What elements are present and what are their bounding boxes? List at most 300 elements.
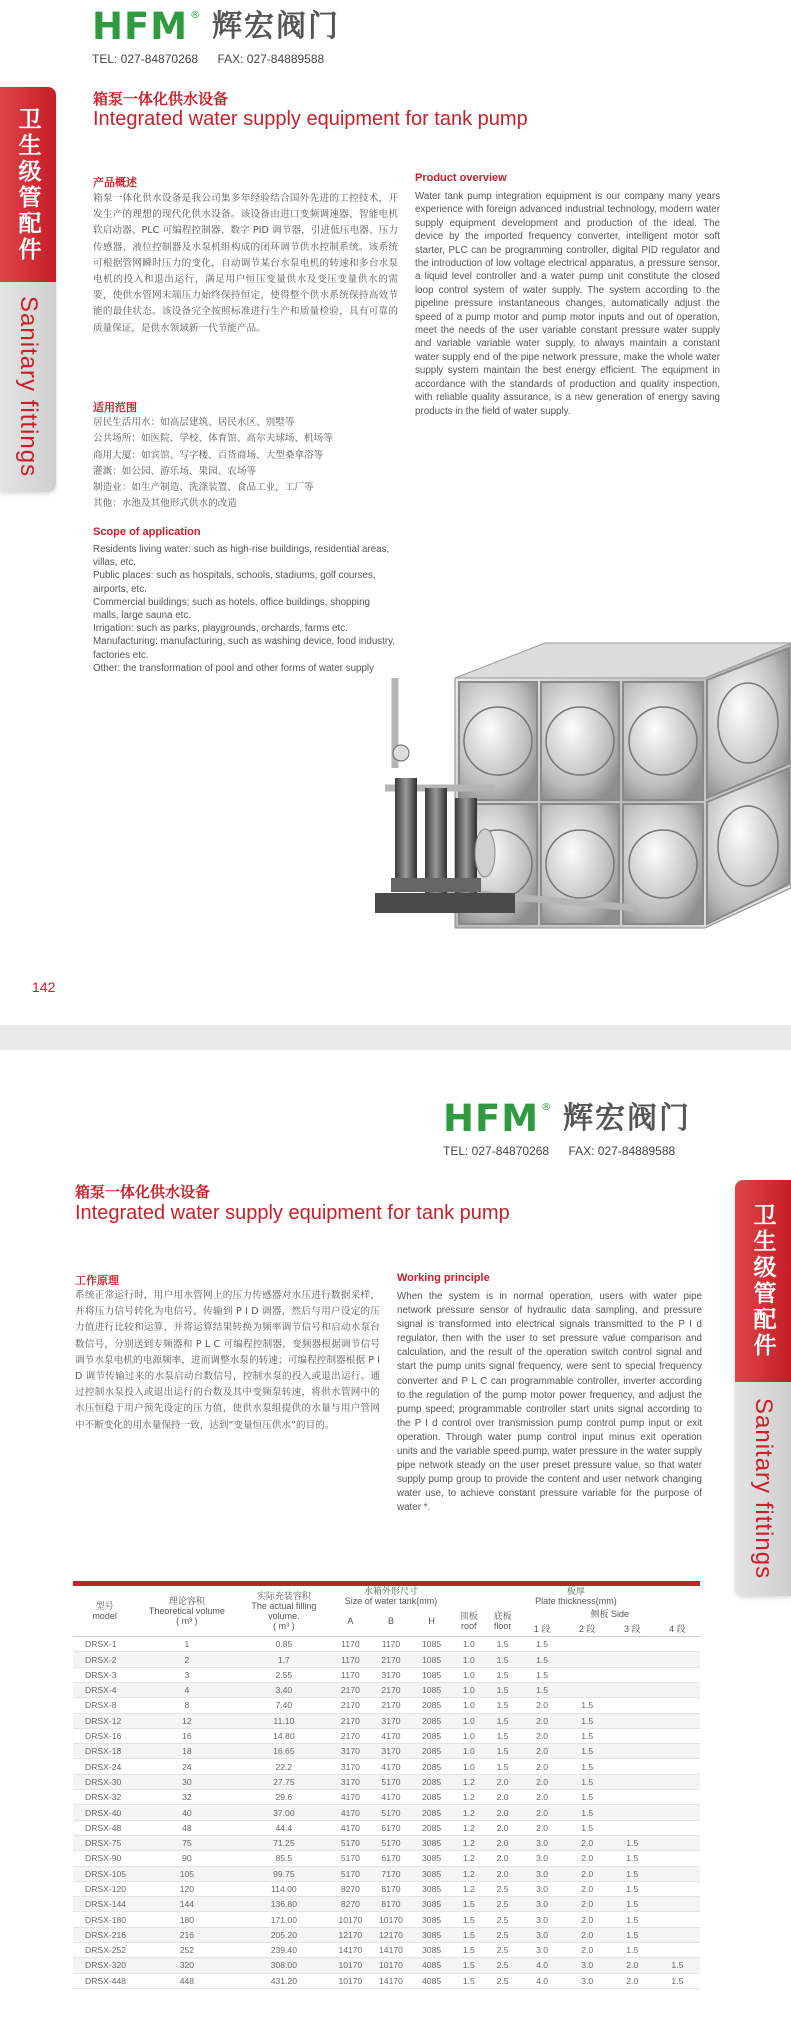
cell-filling: 44.4 xyxy=(275,1822,293,1833)
cell-h: 2085 xyxy=(422,1700,442,1711)
cell-roof: 1.0 xyxy=(462,1715,475,1726)
cell-model: DRSX-30 xyxy=(85,1776,122,1787)
cell-theoretical: 8 xyxy=(184,1700,190,1711)
cell-floor: 2.5 xyxy=(496,1883,509,1894)
cell-side2: 2.0 xyxy=(581,1914,594,1925)
cell-filling: 114.00 xyxy=(271,1883,297,1894)
cell-side3 xyxy=(610,1682,655,1697)
cell-side4 xyxy=(655,1713,700,1728)
table-row xyxy=(73,1744,700,1759)
cell-filling: 308.00 xyxy=(270,1960,297,1971)
cell-model: DRSX-105 xyxy=(85,1868,127,1879)
cell-floor: 1.5 xyxy=(496,1639,509,1650)
cell-b: 3170 xyxy=(381,1669,401,1680)
list-item: Irrigation: such as parks, playgrounds, orchards, farms etc. xyxy=(93,623,348,635)
cell-h: 1085 xyxy=(422,1654,442,1665)
col-plate-en: Plate thickness(mm) xyxy=(535,1596,617,1606)
cell-floor: 2.0 xyxy=(496,1853,509,1864)
cell-theoretical: 16 xyxy=(182,1731,192,1742)
cell-a: 14170 xyxy=(338,1945,363,1956)
cell-side4 xyxy=(655,1637,700,1652)
cell-side3 xyxy=(610,1713,655,1728)
spec-table-body xyxy=(73,1637,700,1989)
col-floor-cn: 底板 xyxy=(493,1611,512,1622)
spec-table xyxy=(73,1581,700,1989)
list-item: Commercial buildings; such as hotels, office buildings, shopping malls, large sauna etc. xyxy=(93,596,371,622)
cell-b: 5170 xyxy=(381,1776,401,1787)
cell-side2: 2.0 xyxy=(581,1883,594,1894)
cell-filling: 27.75 xyxy=(273,1776,295,1787)
cell-side3 xyxy=(610,1820,655,1835)
cell-h: 2085 xyxy=(422,1731,442,1742)
principle-heading-en: Working principle xyxy=(397,1272,490,1284)
cell-side2: 1.5 xyxy=(581,1731,594,1742)
table-row xyxy=(73,1667,700,1682)
cell-roof: 1.2 xyxy=(462,1838,475,1849)
cell-filling: 71.25 xyxy=(273,1838,295,1849)
logo-hfm-text: HFM xyxy=(443,1097,540,1140)
cell-model: DRSX-48 xyxy=(85,1822,122,1833)
cell-theoretical: 75 xyxy=(182,1838,192,1849)
product-photo-tank-pump xyxy=(375,638,791,938)
registered-mark: ® xyxy=(541,1102,552,1113)
cell-filling: 171.00 xyxy=(270,1914,297,1925)
cell-side2: 2.0 xyxy=(581,1945,594,1956)
cell-h: 2085 xyxy=(422,1746,442,1757)
cell-roof: 1.0 xyxy=(462,1731,475,1742)
cell-filling: 22.2 xyxy=(275,1761,293,1772)
table-row xyxy=(73,1637,700,1652)
cell-theoretical: 48 xyxy=(182,1822,192,1833)
cell-model: DRSX-180 xyxy=(85,1914,127,1925)
logo-chinese-text: 辉宏阀门 xyxy=(212,9,341,44)
cell-h: 4085 xyxy=(422,1975,442,1986)
table-row xyxy=(73,1774,700,1789)
cell-a: 10170 xyxy=(338,1975,363,1986)
tab-label-en: Sanitary fittings xyxy=(15,296,42,478)
cell-side2: 2.0 xyxy=(581,1838,594,1849)
cell-b: 14170 xyxy=(379,1975,403,1986)
cell-side3 xyxy=(610,1774,655,1789)
cell-floor: 1.5 xyxy=(496,1700,509,1711)
col-model-en: model xyxy=(92,1611,117,1622)
cell-floor: 2.5 xyxy=(496,1914,509,1925)
cell-floor: 2.5 xyxy=(496,1960,509,1971)
cell-roof: 1.5 xyxy=(462,1914,475,1925)
side-category-tab xyxy=(735,1180,791,1596)
cell-model: DRSX-24 xyxy=(85,1761,122,1772)
table-row xyxy=(73,1881,700,1896)
cell-side1: 2.0 xyxy=(536,1792,549,1803)
cell-a: 10170 xyxy=(338,1960,363,1971)
cell-side1: 1.5 xyxy=(536,1669,549,1680)
cell-a: 4170 xyxy=(340,1807,360,1818)
col-b: B xyxy=(387,1616,394,1627)
cell-side2: 3.0 xyxy=(581,1960,594,1971)
tel-number: TEL: 027-84870268 xyxy=(443,1144,550,1158)
cell-side4 xyxy=(655,1943,700,1958)
tel-number: TEL: 027-84870268 xyxy=(92,52,199,66)
brand-logo xyxy=(443,1097,692,1140)
cell-a: 2170 xyxy=(340,1685,360,1696)
cell-side4: 1.5 xyxy=(671,1960,684,1971)
cell-a: 2170 xyxy=(340,1700,360,1711)
cell-model: DRSX-320 xyxy=(85,1960,127,1971)
cell-side1: 2.0 xyxy=(536,1776,549,1787)
cell-side1: 2.0 xyxy=(536,1807,549,1818)
cell-side2: 1.5 xyxy=(581,1822,594,1833)
cell-theoretical: 3 xyxy=(184,1669,190,1680)
cell-model: DRSX-40 xyxy=(85,1807,122,1818)
cell-floor: 2.0 xyxy=(496,1776,509,1787)
col-side-1: 1 段 xyxy=(533,1623,551,1634)
table-row xyxy=(73,1713,700,1728)
cell-b: 10170 xyxy=(379,1960,403,1971)
cell-roof: 1.2 xyxy=(462,1883,475,1894)
cell-side4 xyxy=(655,1881,700,1896)
cell-h: 3085 xyxy=(422,1899,442,1910)
table-row xyxy=(73,1851,700,1866)
table-row xyxy=(73,1790,700,1805)
cell-filling: 3.40 xyxy=(275,1685,293,1696)
cell-side2: 1.5 xyxy=(581,1792,594,1803)
cell-a: 3170 xyxy=(340,1746,360,1757)
cell-floor: 2.0 xyxy=(496,1838,509,1849)
cell-filling: 2.55 xyxy=(275,1669,293,1680)
cell-side2 xyxy=(565,1637,610,1652)
cell-filling: 85.5 xyxy=(275,1853,293,1864)
cell-side2 xyxy=(565,1652,610,1667)
table-row xyxy=(73,1805,700,1820)
cell-a: 5170 xyxy=(340,1853,360,1864)
cell-a: 5170 xyxy=(340,1868,360,1879)
cell-side4 xyxy=(655,1820,700,1835)
scope-heading-cn: 适用范围 xyxy=(93,401,137,414)
cell-side1: 4.0 xyxy=(536,1960,549,1971)
cell-b: 6170 xyxy=(381,1853,401,1864)
cell-floor: 1.5 xyxy=(496,1715,509,1726)
cell-side1: 2.0 xyxy=(536,1715,549,1726)
cell-roof: 1.2 xyxy=(462,1776,475,1787)
cell-side4 xyxy=(655,1912,700,1927)
fax-number: FAX: 027-84889588 xyxy=(568,1144,676,1158)
cell-a: 12170 xyxy=(338,1929,363,1940)
cell-h: 3085 xyxy=(422,1945,442,1956)
cell-b: 6170 xyxy=(381,1822,401,1833)
cell-side1: 1.5 xyxy=(536,1639,549,1650)
table-row xyxy=(73,1912,700,1927)
contact-info xyxy=(92,52,324,66)
cell-roof: 1.2 xyxy=(462,1822,475,1833)
cell-model: DRSX-8 xyxy=(85,1700,117,1711)
cell-theoretical: 252 xyxy=(179,1945,195,1956)
cell-model: DRSX-448 xyxy=(85,1975,127,1986)
cell-a: 3170 xyxy=(340,1776,360,1787)
table-row xyxy=(73,1943,700,1958)
cell-side3: 1.5 xyxy=(626,1914,639,1925)
cell-side3: 1.5 xyxy=(626,1853,639,1864)
cell-b: 10170 xyxy=(379,1914,403,1925)
cell-side2: 2.0 xyxy=(581,1929,594,1940)
cell-model: DRSX-120 xyxy=(85,1883,127,1894)
cell-roof: 1.0 xyxy=(462,1654,475,1665)
cell-floor: 2.0 xyxy=(496,1822,509,1833)
cell-a: 1170 xyxy=(341,1639,360,1650)
cell-b: 4170 xyxy=(381,1761,401,1772)
cell-h: 2085 xyxy=(422,1776,442,1787)
list-item: Manufacturing: manufacturing, such as washing device, food industry, factories etc. xyxy=(93,636,396,661)
cell-h: 4085 xyxy=(422,1960,442,1971)
cell-model: DRSX-90 xyxy=(85,1853,122,1864)
list-item: 公共场所：如医院、学校、体育馆、高尔夫球场、机场等 xyxy=(93,433,333,445)
cell-b: 4170 xyxy=(381,1792,401,1803)
tab-label-cn: 卫生级管配件 xyxy=(14,106,41,263)
table-row xyxy=(73,1820,700,1835)
cell-side2: 2.0 xyxy=(581,1868,594,1879)
overview-heading-cn: 产品概述 xyxy=(93,176,137,189)
cell-model: DRSX-3 xyxy=(85,1669,117,1680)
overview-text-cn: 箱泵一体化供水设备是我公司集多年经验结合国外先进的工控技术，开发生产的理想的现代化供水设备。该设备由进口变频调速器、智能电机软启动器、PLC 可编程控制器、数字 PID 调节器，引进低压电器、压力传感器、液位控制器及水泵机组构成的闭环调节供水控制系统。该系统可根据管网瞬时压力的变化，自动调节某台水泵电机的转速和多台水泵电机的投入和退出运行，满足用户恒压变量供水及变压变量供水的需要，使供水管网末端压力始终保持恒定，使得整个供水系统保持高效节能的最佳状态。该设备完全按照标准进行生产和质量检验，具有可靠的质量保证，是供水领域新一代节能产品。 xyxy=(93,193,398,334)
cell-b: 3170 xyxy=(381,1746,401,1757)
col-theoretical-unit: ( m³ ) xyxy=(176,1616,198,1627)
cell-side3 xyxy=(610,1637,655,1652)
cell-filling: 11.10 xyxy=(273,1715,295,1726)
cell-floor: 2.0 xyxy=(496,1868,509,1879)
col-side-4: 4 段 xyxy=(669,1623,686,1634)
cell-b: 4170 xyxy=(381,1731,401,1742)
cell-roof: 1.0 xyxy=(462,1700,475,1711)
cell-side4 xyxy=(655,1835,700,1850)
cell-theoretical: 40 xyxy=(182,1807,192,1818)
table-row xyxy=(73,1682,700,1697)
cell-b: 1170 xyxy=(381,1639,401,1650)
cell-h: 3085 xyxy=(422,1838,442,1849)
cell-theoretical: 32 xyxy=(182,1792,192,1803)
cell-h: 2085 xyxy=(422,1715,442,1726)
table-row xyxy=(73,1759,700,1774)
cell-side1: 3.0 xyxy=(536,1899,549,1910)
cell-side4 xyxy=(655,1728,700,1743)
cell-roof: 1.5 xyxy=(462,1899,475,1910)
logo-chinese-text: 辉宏阀门 xyxy=(563,1101,692,1136)
cell-floor: 2.5 xyxy=(496,1929,509,1940)
cell-a: 4170 xyxy=(340,1792,360,1803)
list-item: Residents living water: such as high-rise buildings, residential areas, villas, etc. xyxy=(93,544,390,569)
cell-theoretical: 90 xyxy=(182,1853,192,1864)
cell-theoretical: 2 xyxy=(184,1654,190,1665)
cell-theoretical: 216 xyxy=(179,1929,195,1940)
col-filling-en: The actual filling volume. xyxy=(251,1601,317,1622)
cell-filling: 99.75 xyxy=(273,1868,295,1879)
cell-filling: 1.7 xyxy=(277,1654,290,1665)
cell-b: 7170 xyxy=(381,1868,401,1879)
col-filling-unit: ( m³ ) xyxy=(273,1621,295,1632)
cell-filling: 0.85 xyxy=(275,1639,293,1650)
col-h: H xyxy=(428,1616,435,1627)
cell-theoretical: 144 xyxy=(179,1899,195,1910)
cell-side4: 1.5 xyxy=(671,1975,684,1986)
cell-side2: 1.5 xyxy=(581,1776,594,1787)
cell-model: DRSX-144 xyxy=(85,1899,127,1910)
col-size-en: Size of water tank(mm) xyxy=(344,1596,438,1606)
table-header-row xyxy=(73,1584,700,1607)
cell-filling: 136.80 xyxy=(270,1899,297,1910)
cell-model: DRSX-252 xyxy=(85,1945,127,1956)
cell-side2: 1.5 xyxy=(581,1761,594,1772)
cell-side2: 1.5 xyxy=(581,1700,594,1711)
cell-roof: 1.5 xyxy=(462,1945,475,1956)
cell-theoretical: 4 xyxy=(184,1685,190,1696)
cell-model: DRSX-16 xyxy=(85,1731,122,1742)
col-a: A xyxy=(347,1616,354,1627)
cell-theoretical: 448 xyxy=(179,1975,195,1986)
cell-a: 8270 xyxy=(340,1883,360,1894)
cell-side3 xyxy=(610,1698,655,1713)
cell-filling: 239.40 xyxy=(270,1945,297,1956)
cell-side1: 2.0 xyxy=(536,1761,549,1772)
cell-b: 2170 xyxy=(381,1700,401,1711)
cell-b: 12170 xyxy=(379,1929,403,1940)
scope-list-en xyxy=(93,543,398,675)
cell-floor: 1.5 xyxy=(496,1685,509,1696)
cell-h: 3085 xyxy=(422,1853,442,1864)
table-row xyxy=(73,1958,700,1973)
scope-list-cn xyxy=(93,415,403,513)
cell-side1: 2.0 xyxy=(536,1822,549,1833)
cell-filling: 29.6 xyxy=(275,1792,293,1803)
cell-side1: 3.0 xyxy=(536,1838,549,1849)
list-item: 其他：水池及其他形式供水的改造 xyxy=(93,498,237,510)
cell-side3: 1.5 xyxy=(626,1899,639,1910)
cell-h: 3085 xyxy=(422,1883,442,1894)
cell-h: 2085 xyxy=(422,1822,442,1833)
cell-floor: 2.0 xyxy=(496,1792,509,1803)
cell-side1: 2.0 xyxy=(536,1746,549,1757)
product-title-en: Integrated water supply equipment for tank pump xyxy=(93,108,528,130)
cell-a: 2170 xyxy=(340,1715,360,1726)
cell-side4 xyxy=(655,1744,700,1759)
col-theoretical-en: Theoretical volume xyxy=(148,1606,225,1617)
cell-side1: 3.0 xyxy=(536,1914,549,1925)
cell-floor: 1.5 xyxy=(496,1746,509,1757)
list-item: Public places: such as hospitals, schools, stadiums, golf courses, airports, etc. xyxy=(93,570,376,595)
cell-side4 xyxy=(655,1759,700,1774)
logo-hfm-text: HFM xyxy=(92,5,189,48)
principle-text-en: When the system is in normal operation, users with water pipe network pressure sensor of hydraulic data sampling, and pressure signal is transformed into electrical signals transmitted to the P I d regulator, then with the user to set pressure value comparison and calculation, and the result of the operation switch control signal and start the pump units signal frequency, were sent to special frequency converter and P L C can programmable controller, inverter according to the regulation of the pump motor power frequency, and adjust the pump speed; programmable controller start units signal according to the P I d control over transmission pump control pump input or exit operation. Through water pump control input minus exit operation units and the variable speed pump, water pressure in the water supply pipe network steady on the user preset pressure value, so that water supply pump group to provide the content and user network changing water use, to achieve constant pressure variable for the purpose of water *. xyxy=(397,1291,702,1514)
cell-filling: 37.00 xyxy=(273,1807,295,1818)
cell-side3 xyxy=(610,1652,655,1667)
list-item: 商用大厦：如宾馆、写字楼、百货商场、大型桑拿浴等 xyxy=(93,449,324,461)
col-model-cn: 型号 xyxy=(95,1601,114,1612)
cell-side4 xyxy=(655,1652,700,1667)
cell-roof: 1.2 xyxy=(462,1853,475,1864)
cell-side1: 3.0 xyxy=(536,1868,549,1879)
table-row xyxy=(73,1897,700,1912)
tab-label-cn: 卫生级管配件 xyxy=(749,1203,776,1359)
cell-b: 8170 xyxy=(381,1899,401,1910)
cell-a: 4170 xyxy=(340,1822,360,1833)
cell-floor: 2.5 xyxy=(496,1945,509,1956)
cell-floor: 1.5 xyxy=(496,1654,509,1665)
table-row xyxy=(73,1835,700,1850)
scope-heading-en: Scope of application xyxy=(93,526,201,538)
table-row xyxy=(73,1728,700,1743)
cell-floor: 1.5 xyxy=(496,1669,509,1680)
cell-h: 1085 xyxy=(422,1669,442,1680)
cell-a: 8270 xyxy=(340,1899,360,1910)
cell-side3: 1.5 xyxy=(626,1868,639,1879)
cell-side2: 3.0 xyxy=(581,1975,594,1986)
table-row xyxy=(73,1866,700,1881)
table-row xyxy=(73,1698,700,1713)
cell-side2: 1.5 xyxy=(581,1807,594,1818)
cell-h: 3085 xyxy=(422,1929,442,1940)
cell-side2: 2.0 xyxy=(581,1853,594,1864)
col-size-cn: 水箱外形尺寸 xyxy=(363,1586,418,1596)
overview-text-en: Water tank pump integration equipment is our company many years experience with foreign advanced industrial technology, modern water supply equipment development and production of the ideal. The device by the imported frequency converter, intelligent motor soft starter, PLC can be programming controller, digital PID regulator and the introduction of low voltage electrical apparatus, a pressure sensor, a liquid level controller and a water pump unit constitute the closed loop control system of water supply. The system according to the pipeline pressure instantaneous changes, automatically adjust the speed of a pump motor and pump motor inputs and out of operation, meet the needs of the user variable constant pressure water supply and variable variable water supply, to always maintain a constant water supply end of the pipe network pressure, make the whole water supply system maintain the best energy efficient. The equipment in accordance with the standards of production and quality inspection, with reliable quality assurance, is a new generation of energy saving products in the field of water supply. xyxy=(415,191,720,417)
cell-roof: 1.2 xyxy=(462,1868,475,1879)
cell-floor: 2.0 xyxy=(496,1807,509,1818)
cell-side1: 2.0 xyxy=(536,1731,549,1742)
list-item: Other: the transformation of pool and other forms of water supply xyxy=(93,662,374,674)
cell-theoretical: 18 xyxy=(182,1746,192,1757)
cell-theoretical: 320 xyxy=(179,1960,195,1971)
cell-side4 xyxy=(655,1851,700,1866)
cell-floor: 2.5 xyxy=(496,1975,509,1986)
catalog-page-143 xyxy=(0,1050,791,2031)
cell-h: 2085 xyxy=(422,1807,442,1818)
cell-roof: 1.0 xyxy=(462,1685,475,1696)
cell-side4 xyxy=(655,1927,700,1942)
registered-mark: ® xyxy=(190,10,201,21)
cell-h: 3085 xyxy=(422,1914,442,1925)
product-title-cn: 箱泵一体化供水设备 xyxy=(75,1183,211,1201)
product-title-en: Integrated water supply equipment for tank pump xyxy=(75,1202,510,1224)
brand-logo xyxy=(92,5,341,48)
tab-label-en: Sanitary fittings xyxy=(750,1398,777,1580)
cell-roof: 1.0 xyxy=(462,1746,475,1757)
page-number: 142 xyxy=(32,979,56,995)
col-floor-en: floor xyxy=(493,1621,512,1632)
cell-h: 2085 xyxy=(422,1792,442,1803)
cell-b: 5170 xyxy=(381,1807,401,1818)
col-filling-cn: 实际充装容积 xyxy=(256,1591,311,1602)
cell-side1: 3.0 xyxy=(536,1929,549,1940)
cell-side4 xyxy=(655,1897,700,1912)
cell-side1: 1.5 xyxy=(536,1685,549,1696)
cell-side1: 3.0 xyxy=(536,1853,549,1864)
cell-roof: 1.0 xyxy=(462,1761,475,1772)
cell-side2 xyxy=(565,1682,610,1697)
contact-info xyxy=(443,1144,675,1158)
col-theoretical-cn: 理论容积 xyxy=(168,1596,205,1607)
principle-heading-cn: 工作原理 xyxy=(75,1274,119,1287)
cell-side1: 1.5 xyxy=(536,1654,549,1665)
col-side: 侧板 Side xyxy=(590,1608,630,1619)
cell-theoretical: 24 xyxy=(182,1761,192,1772)
cell-model: DRSX-32 xyxy=(85,1792,122,1803)
cell-side4 xyxy=(655,1790,700,1805)
cell-side2: 2.0 xyxy=(581,1899,594,1910)
cell-side1: 3.0 xyxy=(536,1883,549,1894)
overview-heading-en: Product overview xyxy=(415,172,507,184)
col-roof-en: roof xyxy=(461,1621,477,1632)
col-side-2: 2 段 xyxy=(578,1623,596,1634)
cell-side2: 1.5 xyxy=(581,1715,594,1726)
cell-side2: 1.5 xyxy=(581,1746,594,1757)
cell-side4 xyxy=(655,1805,700,1820)
cell-roof: 1.2 xyxy=(462,1807,475,1818)
